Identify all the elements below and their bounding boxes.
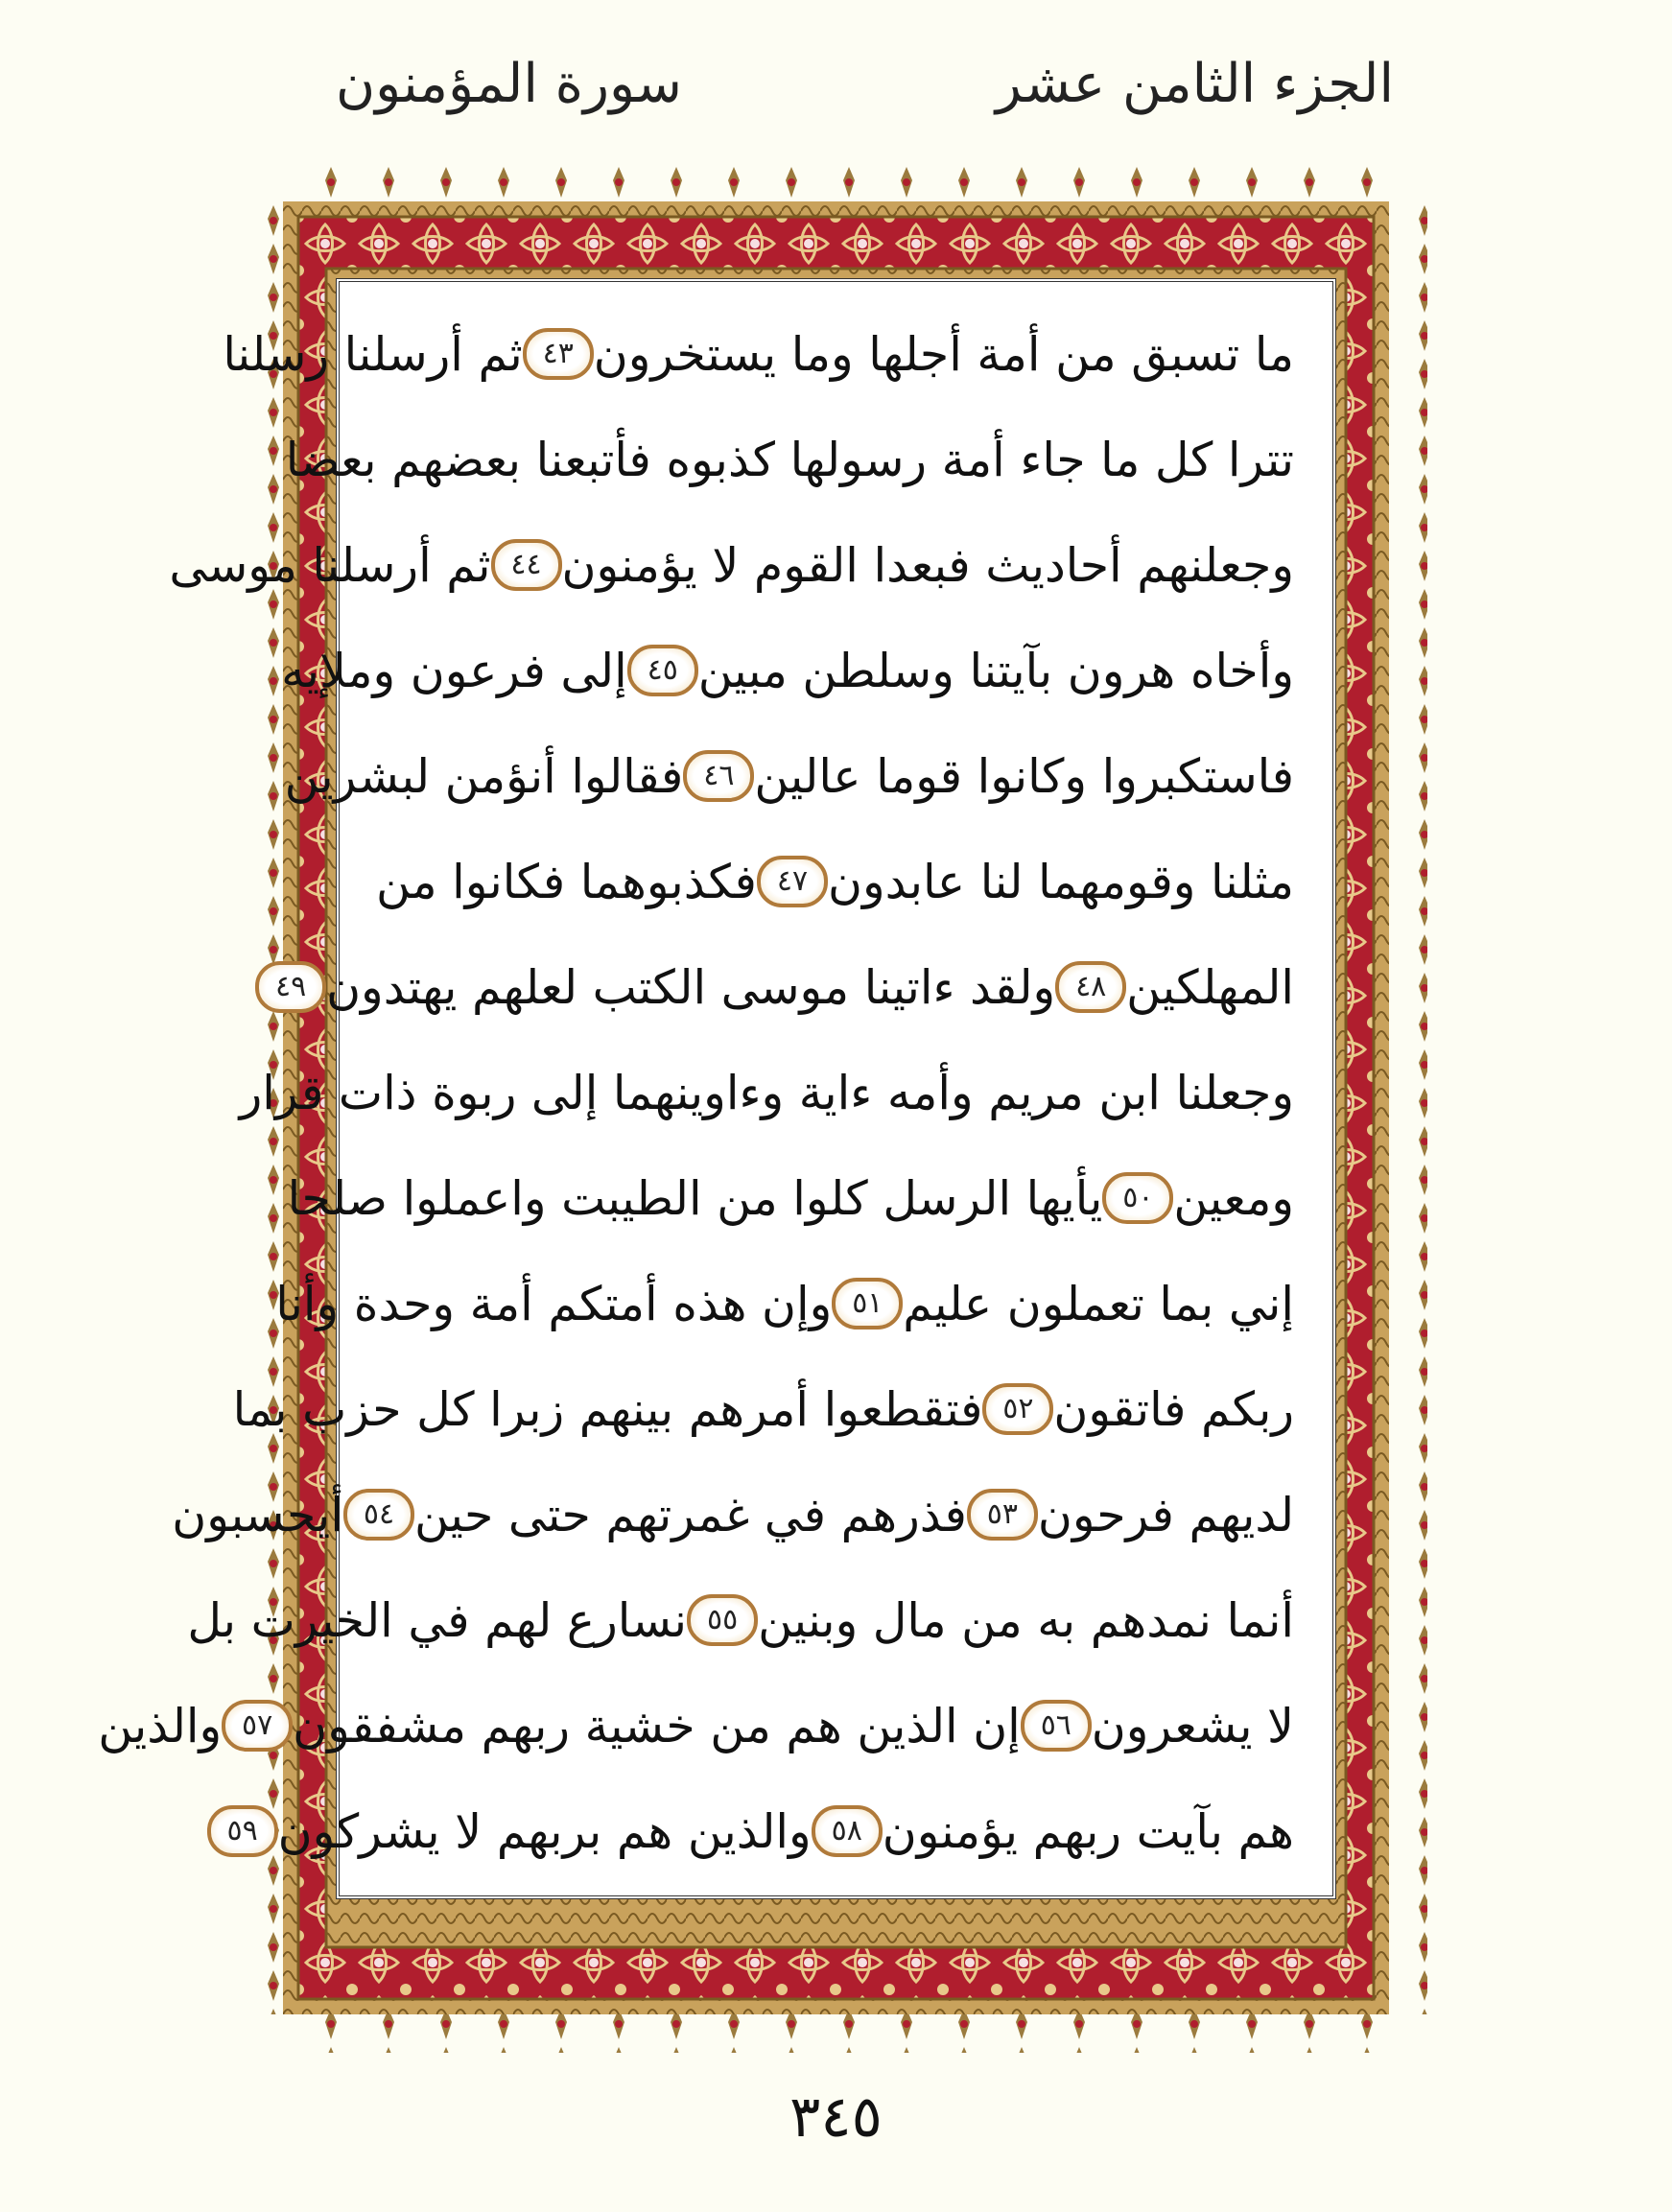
verse-text: المهلكين (1126, 959, 1294, 1015)
verse-text: والذين هم بربهم لا يشركون (277, 1803, 812, 1859)
text-panel (98, 278, 1336, 1899)
verse-line (223, 301, 1294, 407)
verse-text: وإن هذه أمتكم أمة وحدة وأنا (275, 1276, 833, 1331)
verse-text: فذرهم في غمرتهم حتى حين (413, 1487, 967, 1542)
ayah-number-marker: ٤٣ (523, 328, 594, 380)
verse-line (98, 1673, 1294, 1778)
verse-line (275, 1251, 1294, 1356)
verse-line (187, 1567, 1294, 1673)
ayah-number-marker: ٥٥ (687, 1594, 758, 1646)
verse-text: ثم أرسلنا رسلنا (223, 326, 523, 382)
verse-text: فتقطعوا أمرهم بينهم زبرا كل حزب بما (232, 1381, 983, 1437)
ayah-number-marker: ٤٧ (757, 856, 828, 907)
verse-text: فقالوا أنؤمن لبشرين (284, 748, 684, 804)
verse-text: ما تسبق من أمة أجلها وما يستخرون (593, 326, 1294, 382)
verse-text: لديهم فرحون (1037, 1487, 1294, 1542)
verse-text: فكذبوهما فكانوا من (376, 854, 757, 909)
ayah-number-marker: ٥٤ (343, 1489, 414, 1541)
verse-text: ثم أرسلنا موسى (169, 537, 491, 593)
verse-line (172, 1462, 1294, 1567)
verse-line (287, 1145, 1294, 1251)
verse-text: ربكم فاتقون (1053, 1381, 1294, 1437)
verse-text: وجعلنا ابن مريم وأمه ءاية وءاوينهما إلى ربوة ذات قرار (239, 1065, 1294, 1120)
verse-text: ومعين (1173, 1170, 1294, 1226)
verse-line (378, 829, 1294, 934)
verse-text: هم بآيت ربهم يؤمنون (882, 1803, 1294, 1859)
verse-line (284, 723, 1294, 829)
verse-text: إلى فرعون وملإيه (281, 643, 627, 698)
ayah-number-marker: ٥٦ (1021, 1700, 1092, 1752)
ayah-number-marker: ٤٦ (683, 750, 754, 802)
juz-title: الجزء الثامن عشر (995, 53, 1394, 115)
verse-line (226, 1778, 1294, 1884)
ayah-number-marker: ٥٧ (222, 1700, 293, 1752)
verse-text: وأخاه هرون بآيتنا وسلطن مبين (697, 643, 1294, 698)
verse-text: لا يشعرون (1091, 1698, 1294, 1753)
ayah-number-marker: ٥٩ (207, 1805, 278, 1857)
verse-text: والذين (98, 1698, 223, 1753)
verse-text: فاستكبروا وكانوا قوما عالين (754, 748, 1294, 804)
verse-line (285, 407, 1294, 512)
ayah-number-marker: ٤٩ (255, 961, 326, 1013)
verse-line (274, 934, 1294, 1040)
ayah-number-marker: ٤٤ (491, 539, 562, 591)
ayah-number-marker: ٥١ (832, 1278, 903, 1330)
verse-line (169, 512, 1294, 618)
ayah-number-marker: ٤٨ (1055, 961, 1126, 1013)
page-number: ٣٤٥ (789, 2083, 883, 2151)
verse-line (232, 1356, 1294, 1462)
verse-text: نسارع لهم في الخيرت بل (187, 1592, 688, 1648)
ayah-number-marker: ٥٨ (812, 1805, 883, 1857)
verse-line (281, 618, 1294, 723)
surah-title: سورة المؤمنون (336, 53, 682, 115)
ayah-number-marker: ٥٠ (1102, 1172, 1173, 1224)
verse-text: وجعلنهم أحاديث فبعدا القوم لا يؤمنون (561, 537, 1294, 593)
verse-line (239, 1040, 1294, 1145)
verse-text: مثلنا وقومهما لنا عابدون (827, 854, 1294, 909)
ayah-number-marker: ٤٥ (627, 645, 698, 696)
verse-text: ولقد ءاتينا موسى الكتب لعلهم يهتدون (326, 959, 1056, 1015)
verse-text: إن الذين هم من خشية ربهم مشفقون (293, 1698, 1021, 1753)
verse-text: أنما نمدهم به من مال وبنين (758, 1592, 1294, 1648)
verse-text: تترا كل ما جاء أمة رسولها كذبوه فأتبعنا بعضهم بعضا (285, 432, 1294, 487)
verse-text: إني بما تعملون عليم (903, 1276, 1294, 1331)
verse-text: أيحسبون (172, 1487, 343, 1542)
ayah-number-marker: ٥٢ (982, 1383, 1053, 1435)
ayah-number-marker: ٥٣ (967, 1489, 1038, 1541)
verse-text: يأيها الرسل كلوا من الطيبت واعملوا صلحا (287, 1170, 1103, 1226)
